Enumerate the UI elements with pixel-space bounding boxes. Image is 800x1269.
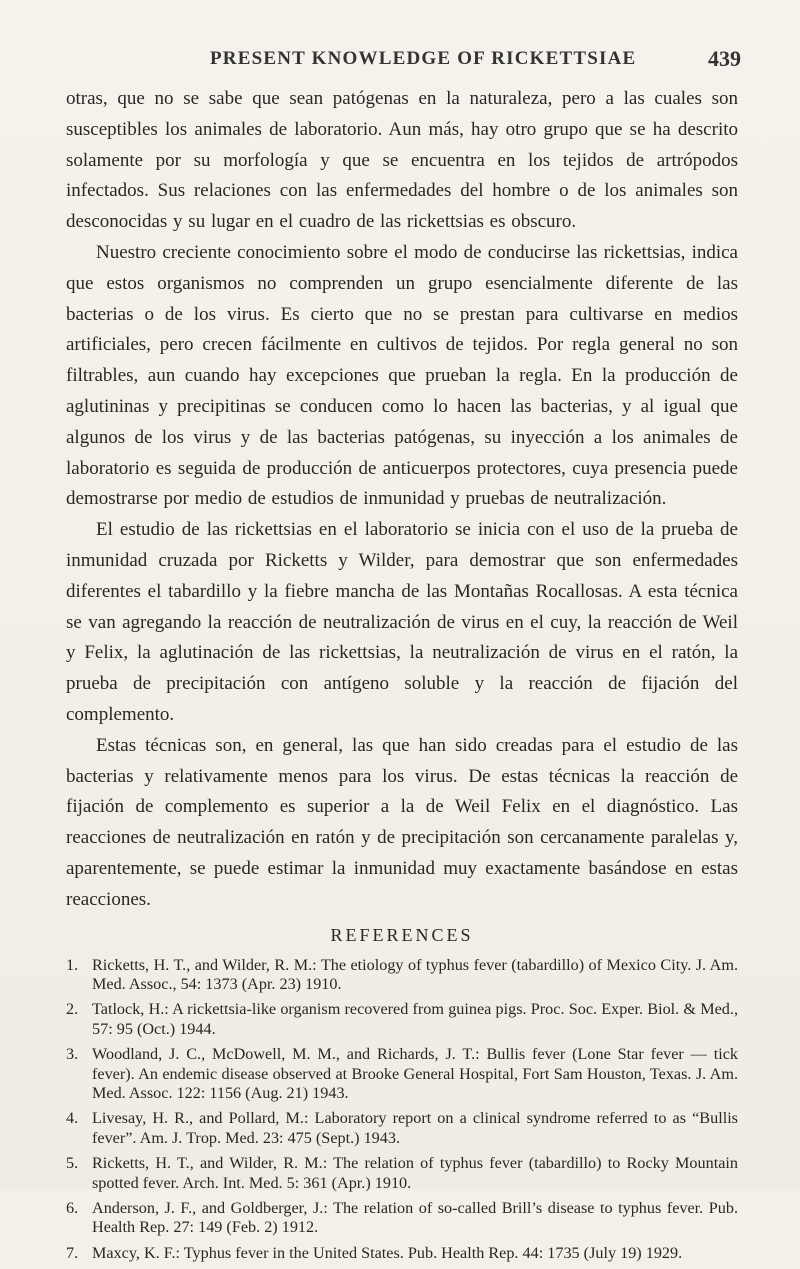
page-number: 439 [708,46,741,71]
reference-item [66,1000,738,1039]
reference-item [66,1154,738,1193]
reference-text: Tatlock, H.: A rickettsia-like organism recovered from guinea pigs. Proc. Soc. Exper. Biol. & Med., 57: 95 (Oct.) 1944. [92,1000,738,1038]
reference-item [66,1109,738,1148]
reference-number: 2. [66,1000,79,1019]
reference-text: Ricketts, H. T., and Wilder, R. M.: The relation of typhus fever (tabardillo) to Rocky Mountain spotted fever. Arch. Int. Med. 5: 361 (Apr.) 1910. [92,1154,738,1192]
reference-item [66,1045,738,1103]
reference-number: 5. [66,1154,79,1173]
reference-number: 7. [66,1243,79,1262]
reference-number: 1. [66,955,79,974]
reference-text: Maxcy, K. F.: Typhus fever in the United States. Pub. Health Rep. 44: 1735 (July 19) 1929. [92,1243,683,1262]
reference-text: Ricketts, H. T., and Wilder, R. M.: The etiology of typhus fever (tabardillo) of Mexico City. J. Am. Med. Assoc., 54: 1373 (Apr. 23) 1910. [92,955,738,993]
body-text [66,84,738,1269]
reference-item [66,1199,738,1238]
paragraph-continuation: otras, que no se sabe que sean patógenas en la naturaleza, pero a las cuales son susceptibles los animales de laboratorio. Aun más, hay otro grupo que se ha descrito solamente por su morfología y que se encuentra en los tejidos de artrópodos infectados. Sus relaciones con las enfermedades del hombre o de los animales son desconocidas y su lugar en el cuadro de las rickettsias es obscuro. [66,88,738,233]
paragraph: Nuestro creciente conocimiento sobre el modo de conducirse las rickettsias, indica que estos organismos no comprenden un grupo esencialmente diferente de las bacterias o de los virus. Es cierto que no se prestan para cultivarse en medios artificiales, pero crecen fácilmente en cultivos de tejidos. Por regla general no son filtrables, aun cuando hay excepciones que prueban la regla. En la producción de aglutininas y precipitinas se conducen como lo hacen las bacterias, y al igual que algunos de los virus y de las bacterias patógenas, su inyección a los animales de laboratorio es seguida de producción de anticuerpos protectores, cuya presencia puede demostrarse por medio de estudios de inmunidad y pruebas de neutralización. [66,241,738,510]
reference-number: 3. [66,1045,79,1064]
reference-item [66,1244,738,1263]
reference-number: 4. [66,1109,79,1128]
paragraph: El estudio de las rickettsias en el laboratorio se inicia con el uso de la prueba de inmunidad cruzada por Ricketts y Wilder, para demostrar que son enfermedades diferentes el tabardillo y la fiebre mancha de las Montañas Rocallosas. A esta técnica se van agregando la reacción de neutralización de virus en el cuy, la reacción de Weil y Felix, la aglutinación de las rickettsias, la neutralización de virus en el ratón, la prueba de precipitación con antígeno soluble y la reacción de fijación del complemento. [66,519,738,725]
running-head: PRESENT KNOWLEDGE OF RICKETTSIAE [210,48,637,69]
reference-text: Anderson, J. F., and Goldberger, J.: The relation of so-called Brill’s disease to typhus fever. Pub. Health Rep. 27: 149 (Feb. 2) 1912. [92,1198,738,1237]
paragraph: Estas técnicas son, en general, las que han sido creadas para el estudio de las bacterias y relativamente menos para los virus. De estas técnicas la reacción de fijación de complemento es superior a la de Weil Felix en el diagnóstico. Las reacciones de neutralización en ratón y de precipitación son cercanamente paralelas y, aparentemente, se puede estimar la inmunidad muy exactamente basándose en estas reacciones. [66,734,738,910]
reference-number: 6. [66,1198,79,1217]
references-list [66,956,738,1264]
reference-text: Woodland, J. C., McDowell, M. M., and Richards, J. T.: Bullis fever (Lone Star fever — tick fever). An endemic disease observed at Brooke General Hospital, Fort Sam Houston, Texas. J. Am. Med. Assoc. 122: 1156 (Aug. 21) 1943. [92,1045,738,1102]
reference-text: Livesay, H. R., and Pollard, M.: Laboratory report on a clinical syndrome referred to as “Bullis fever”. Am. J. Trop. Med. 23: 475 (Sept.) 1943. [92,1109,738,1147]
reference-item [66,956,738,995]
references-heading: REFERENCES [330,924,474,945]
